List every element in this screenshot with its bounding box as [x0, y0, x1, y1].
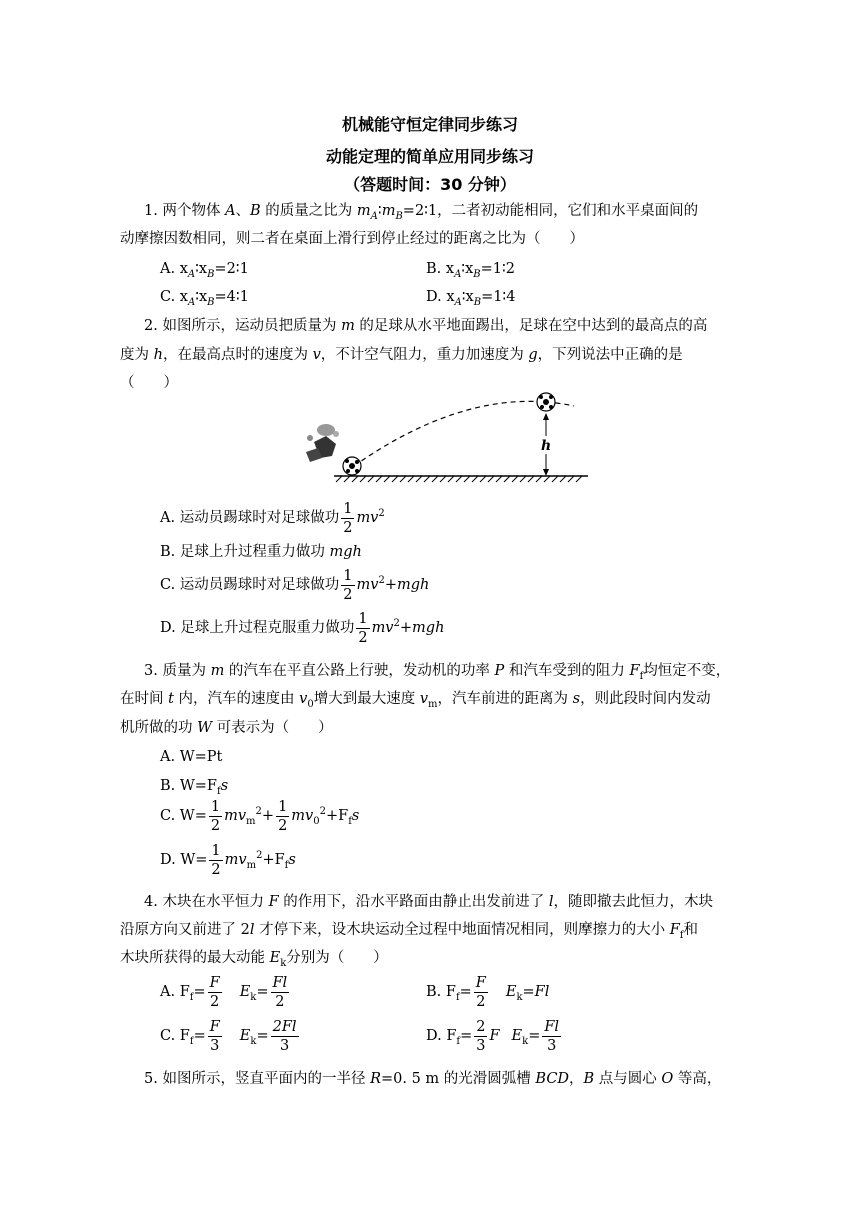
q1-stem-line1: 1. 两个物体 A、B 的质量之比为 $m_A∶m_B=2∶1$，二者初动能相同，它们和水平桌面间的 [144, 203, 699, 222]
height-label: h [541, 438, 552, 454]
q2-stem-line1: 2. 如图所示，运动员把质量为 m 的足球从水平地面踢出，足球在空中达到的最高点的高 [144, 318, 708, 334]
q2-option-a: A. 运动员踢球时对足球做功 $\frac{1}{2}$ $mv^2$ [160, 500, 385, 536]
trajectory-dashed-curve [354, 401, 574, 466]
q4-stem-line1: 4. 木块在水平恒力 F 的作用下，沿水平路面由静止出发前进了 l，随即撤去此恒力，木块 [144, 894, 713, 910]
q2-stem-line2: 度为 h，在最高点时的速度为 v，不计空气阻力，重力加速度为 g，下列说法中正确的是 [120, 347, 683, 363]
doc-time-note: （答题时间：30 分钟） [344, 175, 516, 194]
q4-option-d: D. $F_f=$ $\frac{2}{3}$ F $E_k=$ $\frac{Fl}{3}$ [426, 1018, 560, 1054]
q2-option-b: B. 足球上升过程重力做功 mgh [160, 544, 362, 560]
q2-option-d: D. 足球上升过程克服重力做功 $\frac{1}{2}$ $mv^2+mgh$ [160, 610, 445, 646]
q4-option-a: A. $F_f=$ $\frac{F}{2}$ $E_k=$ $\frac{Fl}{2}$ [160, 974, 288, 1010]
doc-subtitle: 动能定理的简单应用同步练习 [325, 147, 534, 166]
football-start [343, 457, 361, 475]
q1-option-b: B. $x_A∶x_B=1∶2$ [426, 261, 515, 280]
height-arrow-down-head [543, 469, 549, 476]
q2-stem-line3: （ ） [120, 375, 178, 391]
q3-option-d: D. W= $\frac{1}{2}$ $mv_m^2+F_fs$ [160, 842, 296, 878]
q3-option-b: B. $W=F_fs$ [160, 778, 229, 797]
q1-option-c: C. $x_A∶x_B=4∶1$ [160, 289, 249, 308]
q3-stem-line3: 机所做的功 W 可表示为（ ） [120, 720, 333, 736]
q2-football-figure [296, 386, 596, 492]
player-figure [306, 424, 339, 462]
q3-option-c: C. W= $\frac{1}{2}$ $mv_m^2+$ $\frac{1}{2}$ $mv_0^2+F_fs$ [160, 798, 360, 834]
doc-title: 机械能守恒定律同步练习 [341, 115, 518, 134]
height-arrow-up-head [543, 413, 549, 420]
q1-option-d: D. $x_A∶x_B=1∶4$ [426, 289, 516, 308]
ground-hatching [336, 476, 582, 482]
q4-stem-line3: 木块所获得的最大动能 $E_k$分别为（ ） [120, 950, 388, 969]
q4-stem-line2: 沿原方向又前进了 2l 才停下来，设木块运动全过程中地面情况相同，则摩擦力的大小 $F_f$和 [120, 922, 698, 941]
q3-stem-line1: 3. 质量为 m 的汽车在平直公路上行驶，发动机的功率 P 和汽车受到的阻力 $F_f$均恒定不变， [144, 663, 731, 682]
q3-option-a: A. W=Pt [160, 749, 223, 765]
q1-stem-line2: 动摩擦因数相同，则二者在桌面上滑行到停止经过的距离之比为（ ） [120, 231, 584, 247]
football-top [537, 393, 555, 411]
q1-option-a: A. $x_A∶x_B=2∶1$ [160, 261, 249, 280]
q3-stem-line2: 在时间 t 内，汽车的速度由 $v_0$增大到最大速度 $v_m$，汽车前进的距离为 s，则此段时间内发动 [120, 691, 711, 710]
q4-option-c: C. $F_f=$ $\frac{F}{3}$ $E_k=$ $\frac{2Fl}{3}$ [160, 1018, 297, 1054]
q2-option-c: C. 运动员踢球时对足球做功 $\frac{1}{2}$ $mv^2+mgh$ [160, 567, 430, 603]
q5-stem-line1: 5. 如图所示，竖直平面内的一半径 R=0. 5 m 的光滑圆弧槽 BCD，B 点与圆心 O 等高， [144, 1071, 722, 1087]
q4-option-b: B. $F_f=$ $\frac{F}{2}$ $E_k=Fl$ [426, 974, 550, 1010]
